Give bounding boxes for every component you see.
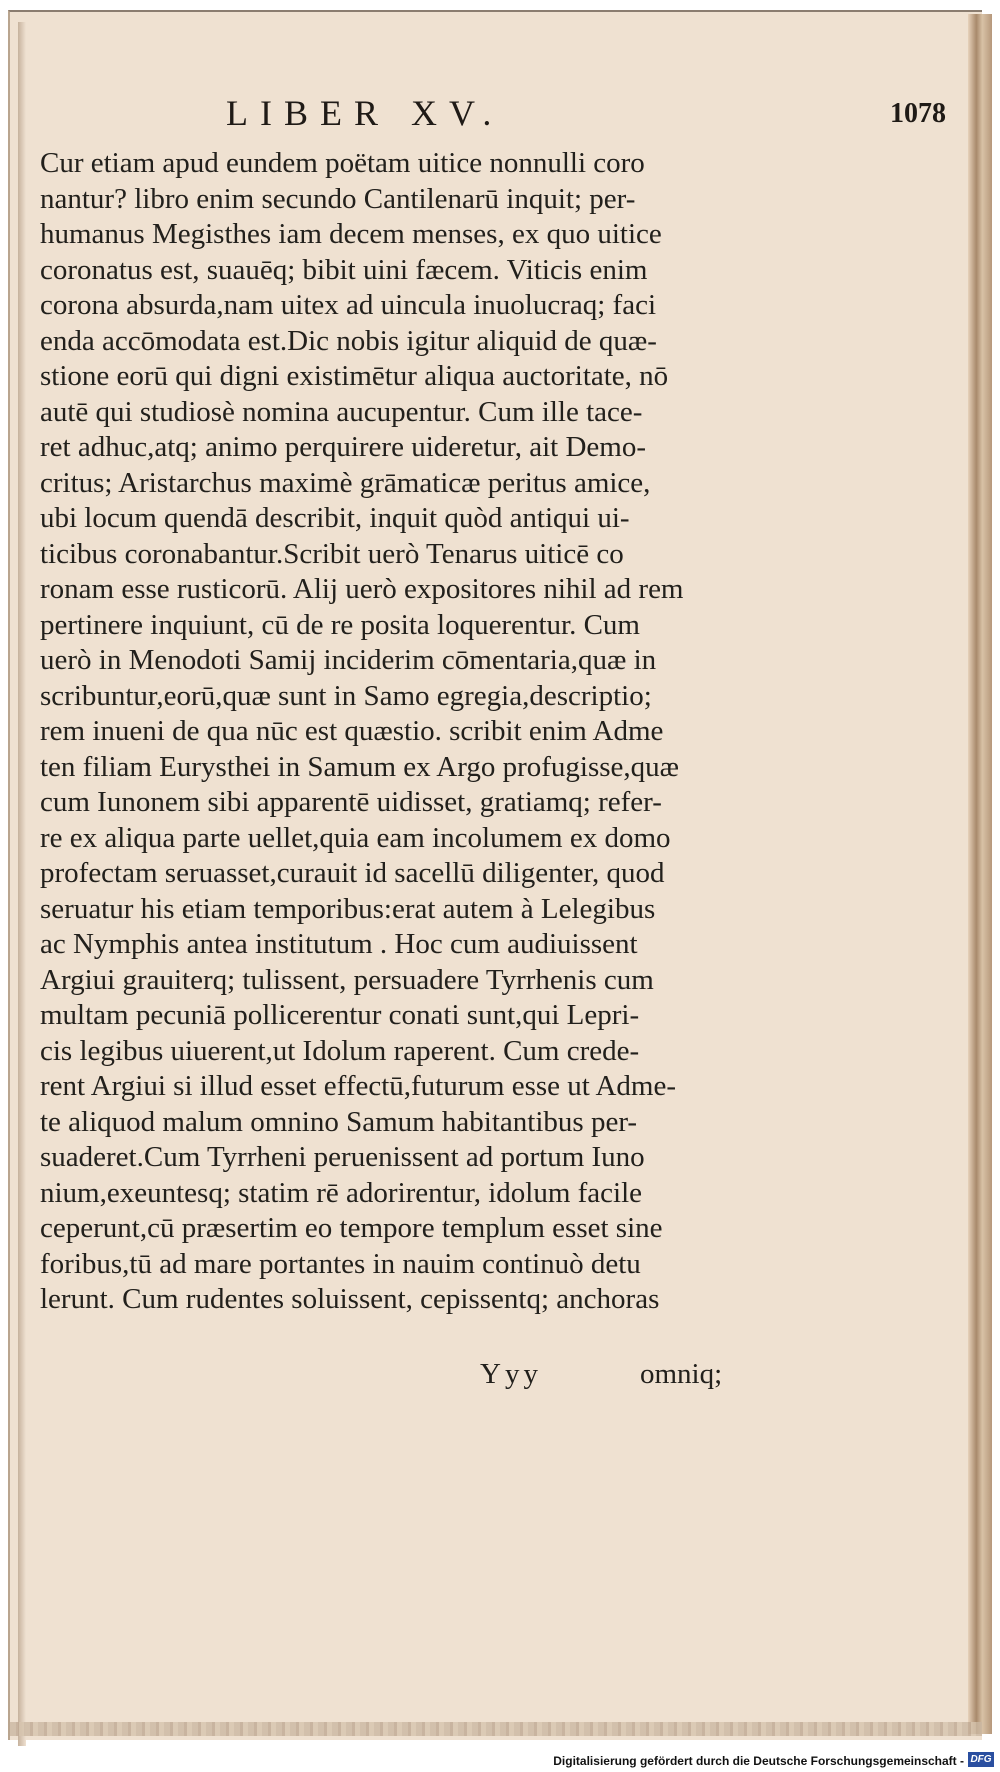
text-line: uerò in Menodoti Samij inciderim cōmentaria,quæ in	[40, 644, 657, 676]
running-head: LIBER XV.	[226, 93, 504, 133]
text-line: Argiui grauiterq; tulissent, persuadere Tyrrhenis cum	[40, 963, 654, 996]
digitization-footer	[0, 1746, 1000, 1772]
text-line: coronatus est, suauēq; bibit uini fæcem. Viticis enim	[40, 253, 648, 286]
text-line: foribus,tū ad mare portantes in nauim continuò detu	[40, 1247, 641, 1280]
text-line: suaderet.Cum Tyrrheni peruenissent ad portum Iuno	[40, 1141, 645, 1173]
text-line: nium,exeuntesq; statim rē adorirentur, idolum facile	[40, 1176, 643, 1209]
text-line: enda accōmodata est.Dic nobis igitur aliquid de quæ-	[40, 324, 657, 357]
text-line: Cur etiam apud eundem poëtam uitice nonnulli coro	[40, 147, 645, 179]
text-line: lerunt. Cum rudentes soluissent, cepissentq; anchoras	[40, 1283, 660, 1315]
body-text	[40, 146, 760, 1318]
text-line: profectam seruasset,curauit id sacellū diligenter, quod	[40, 857, 665, 889]
text-line: scribuntur,eorū,quæ sunt in Samo egregia,descriptio;	[40, 679, 652, 712]
text-line: te aliquod malum omnino Samum habitantibus per-	[40, 1105, 638, 1138]
page-bottom-edge	[10, 1722, 982, 1736]
text-line: cis legibus uiuerent,ut Idolum raperent. Cum crede-	[40, 1034, 640, 1067]
text-line: re ex aliqua parte uellet,quia eam incolumem ex domo	[40, 821, 671, 854]
text-line: stione eorū qui digni existimētur aliqua auctoritate, nō	[40, 360, 669, 392]
text-line: nantur? libro enim secundo Cantilenarū inquit; per-	[40, 182, 636, 215]
text-line: pertinere inquiunt, cū de re posita loquerentur. Cum	[40, 608, 640, 641]
page-fore-edge	[968, 14, 992, 1734]
text-line: critus; Aristarchus maximè grāmaticæ peritus amice,	[40, 466, 651, 499]
signature-mark: Yyy	[480, 1358, 542, 1390]
text-line: ten filiam Eurysthei in Samum ex Argo profugisse,quæ	[40, 750, 680, 783]
text-line: ret adhuc,atq; animo perquirere uideretur, ait Demo-	[40, 431, 646, 463]
text-line: cum Iunonem sibi apparentē uidisset, gratiamq; refer-	[40, 786, 662, 818]
page-foot	[480, 1358, 740, 1394]
text-line: seruatur his etiam temporibus:erat autem à Lelegibus	[40, 892, 656, 925]
text-line: rem inueni de qua nūc est quæstio. scribit enim Adme	[40, 715, 664, 747]
text-line: corona absurda,nam uitex ad uincula inuolucraq; faci	[40, 289, 657, 321]
text-line: ubi locum quendā describit, inquit quòd antiqui ui-	[40, 502, 630, 534]
text-line: ceperunt,cū præsertim eo tempore templum esset sine	[40, 1212, 663, 1244]
page-number: 1078	[890, 98, 946, 129]
catchword: omniq;	[640, 1358, 723, 1390]
text-line: ac Nymphis antea institutum . Hoc cum audiuissent	[40, 928, 638, 960]
text-line: humanus Megisthes iam decem menses, ex quo uitice	[40, 218, 662, 250]
page-left-shadow	[18, 22, 26, 1750]
text-line: ticibus coronabantur.Scribit uerò Tenarus uiticē co	[40, 537, 624, 570]
funding-credit: Digitalisierung gefördert durch die Deutsche Forschungsgemeinschaft -	[553, 1754, 964, 1768]
text-line: multam pecuniā pollicerentur conati sunt,qui Lepri-	[40, 999, 640, 1031]
dfg-logo-icon: DFG	[968, 1752, 994, 1767]
text-line: rent Argiui si illud esset effectū,futurum esse ut Adme-	[40, 1070, 677, 1102]
text-line: autē qui studiosè nomina aucupentur. Cum ille tace-	[40, 395, 643, 428]
text-line: ronam esse rusticorū. Alij uerò expositores nihil ad rem	[40, 573, 684, 605]
